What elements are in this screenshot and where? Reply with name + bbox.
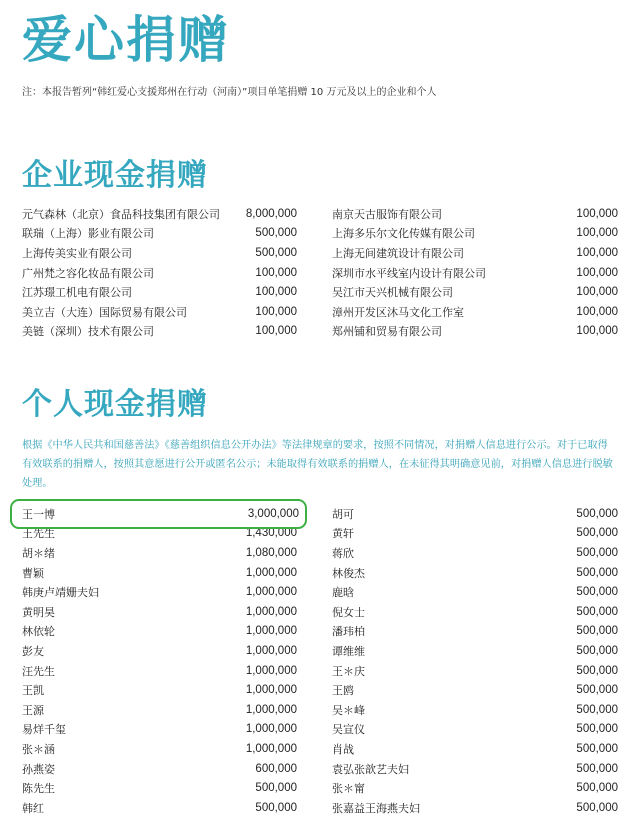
donor-amount: 500,000 xyxy=(255,227,297,240)
donor-name: 王源 xyxy=(22,703,44,717)
donor-name: 韩庚卢靖姗夫妇 xyxy=(22,586,99,600)
donor-row xyxy=(332,524,618,544)
donor-name: 黄明昊 xyxy=(22,605,55,619)
donor-name: 林依轮 xyxy=(22,625,55,639)
donor-row xyxy=(332,720,618,740)
donor-amount: 1,000,000 xyxy=(245,703,297,716)
donor-amount: 3,000,000 xyxy=(247,507,299,520)
donor-amount: 500,000 xyxy=(255,782,297,795)
donor-name: 彭友 xyxy=(22,644,44,658)
donor-name: 胡可 xyxy=(332,507,354,521)
donor-name: 王＊庆 xyxy=(332,664,365,678)
donor-amount: 100,000 xyxy=(576,286,618,299)
donor-amount: 500,000 xyxy=(255,246,297,259)
donor-row xyxy=(22,302,297,322)
donor-row xyxy=(332,263,618,283)
donor-name: 王鸥 xyxy=(332,684,354,698)
donor-name: 王凯 xyxy=(22,684,44,698)
donor-row xyxy=(332,602,618,622)
donor-name: 肖战 xyxy=(332,742,354,756)
donor-amount: 1,000,000 xyxy=(245,664,297,677)
donor-row xyxy=(22,778,297,798)
donor-name: 韩红 xyxy=(22,801,44,815)
donor-amount: 1,000,000 xyxy=(245,644,297,657)
donor-amount: 100,000 xyxy=(255,305,297,318)
donor-row xyxy=(22,563,297,583)
donor-amount: 500,000 xyxy=(576,527,618,540)
donor-name: 黄轩 xyxy=(332,527,354,541)
donor-name: 曹颖 xyxy=(22,566,44,580)
donor-amount: 1,000,000 xyxy=(245,723,297,736)
donor-row xyxy=(332,582,618,602)
donor-name: 江苏璟工机电有限公司 xyxy=(22,286,132,300)
donor-name: 吴＊峰 xyxy=(332,703,365,717)
donor-row xyxy=(332,778,618,798)
donor-amount: 500,000 xyxy=(576,782,618,795)
donor-name: 上海多乐尔文化传媒有限公司 xyxy=(332,227,475,241)
donor-row xyxy=(22,720,297,740)
individual-donation-table xyxy=(22,504,618,814)
donor-amount: 500,000 xyxy=(576,742,618,755)
donor-name: 倪女士 xyxy=(332,605,365,619)
donor-row xyxy=(332,759,618,779)
donor-row xyxy=(22,582,297,602)
donor-amount: 1,000,000 xyxy=(245,742,297,755)
donor-amount: 100,000 xyxy=(255,266,297,279)
donor-name: 联瑞（上海）影业有限公司 xyxy=(22,227,154,241)
donor-name: 广州梵之容化妆品有限公司 xyxy=(22,266,154,280)
donor-name: 张＊涵 xyxy=(22,742,55,756)
donor-row xyxy=(22,322,297,342)
individual-right-column xyxy=(332,504,618,818)
donor-name: 林俊杰 xyxy=(332,566,365,580)
donor-row xyxy=(22,543,297,563)
donor-row xyxy=(332,739,618,759)
donor-amount: 500,000 xyxy=(576,625,618,638)
donor-row xyxy=(22,622,297,642)
donor-name: 元气森林（北京）食品科技集团有限公司 xyxy=(22,207,220,221)
donor-row xyxy=(22,739,297,759)
disclosure-intro: 根据《中华人民共和国慈善法》《慈善组织信息公开办法》等法律规章的要求，按照不同情况，对捐赠人信息进行公示。对于已取得有效联系的捐赠人，按照其意愿进行公开或匿名公示；未能取得有效联系的捐赠人，在未征得其明确意见前，对捐赠人信息进行脱敏处理。 xyxy=(22,440,613,489)
donor-amount: 100,000 xyxy=(255,325,297,338)
donor-name: 张＊甯 xyxy=(332,782,365,796)
donor-name: 美立吉（大连）国际贸易有限公司 xyxy=(22,305,187,319)
donor-name: 王一博 xyxy=(22,507,55,521)
donor-name: 孙燕姿 xyxy=(22,762,55,776)
donor-row xyxy=(332,224,618,244)
donor-row xyxy=(332,322,618,342)
individual-left-column xyxy=(22,504,297,818)
donor-name: 深圳市水平线室内设计有限公司 xyxy=(332,266,486,280)
donor-row xyxy=(22,680,297,700)
donor-row xyxy=(332,622,618,642)
donor-name: 汪先生 xyxy=(22,664,55,678)
donor-amount: 100,000 xyxy=(255,286,297,299)
donor-row xyxy=(332,563,618,583)
donor-row xyxy=(332,302,618,322)
donor-amount: 500,000 xyxy=(576,684,618,697)
donor-amount: 500,000 xyxy=(576,507,618,520)
donor-row xyxy=(332,641,618,661)
donor-row xyxy=(332,204,618,224)
donor-name: 郑州铺和贸易有限公司 xyxy=(332,325,442,339)
donor-amount: 1,080,000 xyxy=(245,546,297,559)
donor-name: 袁弘张歆艺夫妇 xyxy=(332,762,409,776)
donor-row xyxy=(22,602,297,622)
donor-name: 谭维维 xyxy=(332,644,365,658)
donor-amount: 1,000,000 xyxy=(245,586,297,599)
donor-name: 吴宣仪 xyxy=(332,723,365,737)
donor-row xyxy=(332,543,618,563)
donor-amount: 8,000,000 xyxy=(245,207,297,220)
donor-row xyxy=(22,641,297,661)
donor-amount: 1,000,000 xyxy=(245,566,297,579)
donor-row xyxy=(22,700,297,720)
donor-amount: 500,000 xyxy=(576,586,618,599)
donor-amount: 500,000 xyxy=(576,664,618,677)
individual-section-title: 个人现金捐赠 xyxy=(22,387,208,422)
donor-amount: 500,000 xyxy=(576,644,618,657)
donor-row xyxy=(22,243,297,263)
donor-row xyxy=(332,282,618,302)
donor-name: 上海无间建筑设计有限公司 xyxy=(332,246,464,260)
donor-row xyxy=(332,661,618,681)
donor-row xyxy=(22,282,297,302)
corporate-right-column xyxy=(332,204,618,341)
donor-row xyxy=(22,759,297,779)
donor-name: 漳州开发区沐马文化工作室 xyxy=(332,305,464,319)
donor-amount: 500,000 xyxy=(576,801,618,814)
donor-amount: 100,000 xyxy=(576,246,618,259)
donor-amount: 500,000 xyxy=(576,723,618,736)
donor-amount: 600,000 xyxy=(255,762,297,775)
donor-row xyxy=(332,243,618,263)
donor-amount: 500,000 xyxy=(255,801,297,814)
donor-name: 胡＊绪 xyxy=(22,546,55,560)
donor-amount: 1,430,000 xyxy=(245,527,297,540)
corporate-left-column xyxy=(22,204,297,341)
donor-amount: 500,000 xyxy=(576,703,618,716)
donor-name: 美链（深圳）技术有限公司 xyxy=(22,325,154,339)
donor-amount: 100,000 xyxy=(576,305,618,318)
donor-row xyxy=(22,524,297,544)
donor-name: 吴江市天兴机械有限公司 xyxy=(332,286,453,300)
donor-row xyxy=(22,661,297,681)
donor-amount: 500,000 xyxy=(576,566,618,579)
donor-name: 蒋欣 xyxy=(332,546,354,560)
donor-amount: 100,000 xyxy=(576,207,618,220)
donor-name: 鹿晗 xyxy=(332,586,354,600)
donor-amount: 100,000 xyxy=(576,227,618,240)
donor-row xyxy=(332,700,618,720)
donor-amount: 500,000 xyxy=(576,762,618,775)
donor-name: 王先生 xyxy=(22,527,55,541)
donor-row xyxy=(22,263,297,283)
donor-row xyxy=(332,504,618,524)
donor-name: 张嘉益王海燕夫妇 xyxy=(332,801,420,815)
donor-amount: 1,000,000 xyxy=(245,625,297,638)
donor-amount: 100,000 xyxy=(576,325,618,338)
corporate-donation-table xyxy=(22,204,618,344)
corporate-section-title: 企业现金捐赠 xyxy=(22,158,208,193)
donor-row xyxy=(332,680,618,700)
donor-name: 易烊千玺 xyxy=(22,723,66,737)
donor-name: 潘玮柏 xyxy=(332,625,365,639)
donor-name: 南京天古服饰有限公司 xyxy=(332,207,442,221)
donor-amount: 500,000 xyxy=(576,546,618,559)
donor-amount: 100,000 xyxy=(576,266,618,279)
highlighted-donor-row xyxy=(15,504,302,524)
donor-row xyxy=(22,224,297,244)
page-title: 爱心捐赠 xyxy=(22,11,230,69)
donor-amount: 1,000,000 xyxy=(245,684,297,697)
donor-amount: 1,000,000 xyxy=(245,605,297,618)
donor-name: 上海传美实业有限公司 xyxy=(22,246,132,260)
report-note: 注：本报告暂列“韩红爱心支援郑州在行动（河南）”项目单笔捐赠 10 万元及以上的企业和个人 xyxy=(22,87,437,98)
donor-row xyxy=(22,204,297,224)
donor-name: 陈先生 xyxy=(22,782,55,796)
donor-amount: 500,000 xyxy=(576,605,618,618)
